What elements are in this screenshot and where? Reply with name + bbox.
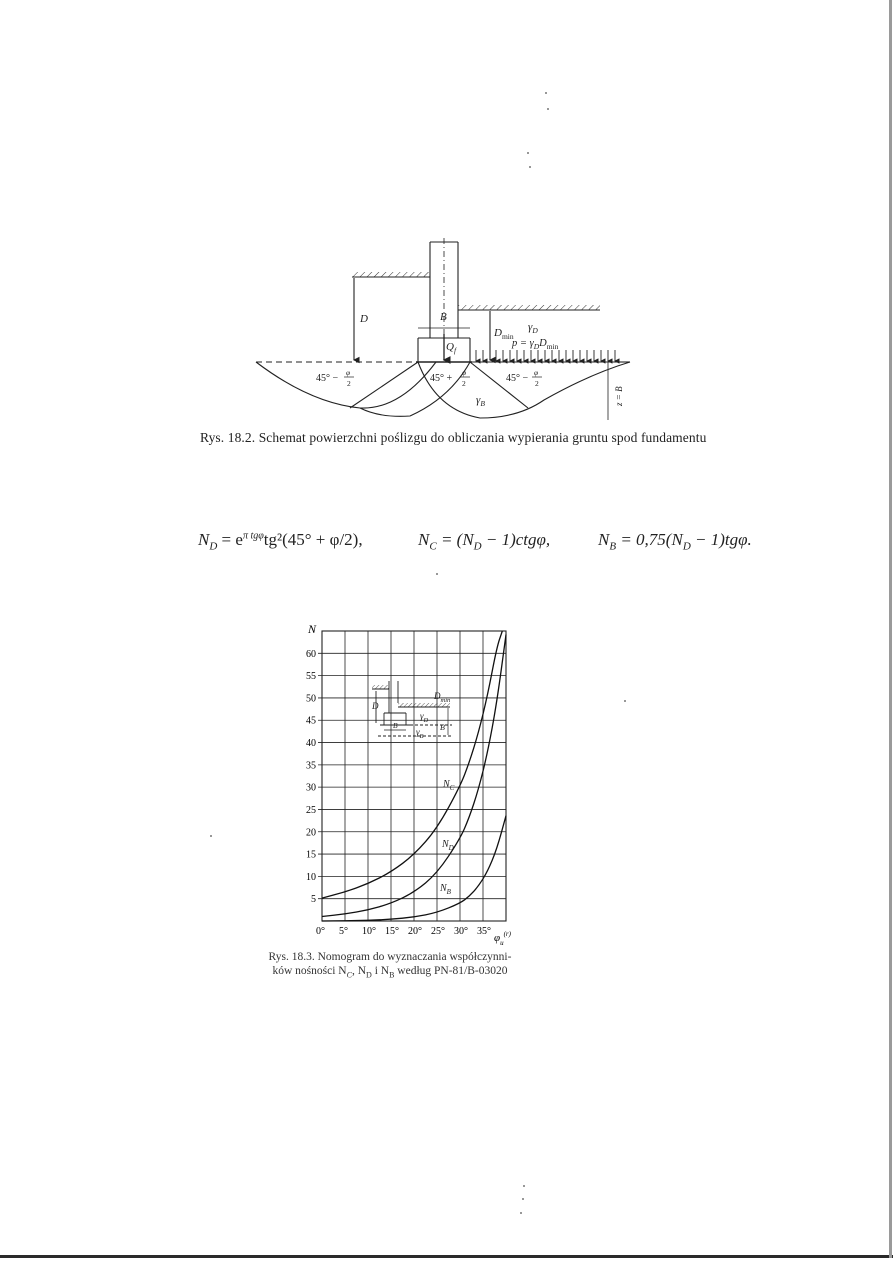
angle-mid-label: 45° +: [430, 373, 453, 384]
inset-label-B: B: [393, 721, 398, 730]
scan-speck: [527, 152, 529, 154]
x-tick-label: 25°: [431, 926, 445, 937]
y-tick-label: 55: [306, 671, 316, 683]
y-tick-label: 60: [306, 648, 316, 660]
angle-left-label: 45° −: [316, 373, 339, 384]
y-tick-label: 25: [306, 804, 316, 816]
inset-label-B2: B: [440, 723, 445, 732]
x-axis-label: $\varphi_u^{(r)}$: [494, 930, 511, 945]
figure-18-2-caption: Rys. 18.2. Schemat powierzchni poślizgu do obliczania wypierania gruntu spod fundamentu: [200, 430, 707, 445]
x-tick-label: 15°: [385, 926, 399, 937]
phi-frac-den: 2: [462, 379, 466, 388]
y-tick-label: 30: [306, 782, 316, 794]
label-pressure: $p = \gamma_DD_{min}$: [512, 338, 559, 351]
x-tick-label: 20°: [408, 926, 422, 937]
caption-line-2: ków nośności $N_C$, $N_D$ i $N_B$ według PN-81/B-03020: [272, 965, 508, 980]
formula-NC: $N_C = (N_D - 1)ctg\varphi$,: [418, 530, 551, 553]
x-tick-label: 30°: [454, 926, 468, 937]
x-tick-label: 10°: [362, 926, 376, 937]
formula-NB: $N_B = 0,75(N_D - 1)tg\varphi$.: [598, 530, 752, 553]
curve-label-ND: $N_D$: [442, 839, 454, 852]
phi-frac-den: 2: [347, 379, 351, 388]
label-Dmin: $D_{min}$: [494, 327, 514, 341]
y-tick-label: 35: [306, 760, 316, 772]
inset-label-gammaD: $\gamma_D$: [420, 711, 429, 724]
phi-frac-num: φ: [346, 368, 351, 377]
page-bottom-edge: [0, 1255, 893, 1258]
scan-speck: [522, 1198, 524, 1200]
phi-frac-num: φ: [462, 368, 467, 377]
formula-ND: $N_D = e^{\pi tg\varphi}tg^2(45^\circ + \varphi/2)$,: [198, 530, 363, 553]
scan-speck: [523, 1185, 525, 1187]
label-Qf: $Q_f$: [446, 341, 457, 355]
angle-right-label: 45° −: [506, 373, 529, 384]
x-tick-label: 5°: [339, 926, 348, 937]
y-tick-label: 45: [306, 715, 316, 727]
caption-line-1: Rys. 18.3. Nomogram do wyznaczania współczynni-: [268, 951, 512, 963]
y-tick-label: 20: [306, 827, 316, 839]
label-zB: z = B: [614, 386, 624, 406]
label-D: D: [360, 313, 368, 325]
x-tick-label: 0°: [316, 926, 325, 937]
inset-label-Dmin: $D_{min}$: [434, 691, 451, 704]
inset-label-D: D: [372, 701, 379, 711]
scan-speck: [624, 700, 626, 702]
inset-label-gammaB: $\gamma_B$: [416, 727, 424, 740]
scan-speck: [529, 166, 531, 168]
scan-speck: [520, 1212, 522, 1214]
label-gammaD: $\gamma_D$: [528, 321, 538, 335]
y-tick-label: 40: [306, 738, 316, 750]
phi-frac-num: φ: [534, 368, 539, 377]
bearing-capacity-nomogram: [296, 615, 528, 945]
scan-speck: [547, 108, 549, 110]
figure-18-3-caption: [240, 950, 540, 982]
slip-surface-diagram: [250, 238, 640, 428]
curve-label-NC: $N_C$: [443, 779, 455, 792]
page-right-edge: [889, 0, 892, 1258]
y-tick-label: 15: [306, 849, 316, 861]
y-tick-label: 10: [306, 871, 316, 883]
phi-frac-den: 2: [535, 379, 539, 388]
y-tick-label: 5: [311, 894, 316, 906]
scan-speck: [436, 573, 438, 575]
scan-speck: [210, 835, 212, 837]
y-tick-label: 50: [306, 693, 316, 705]
x-tick-label: 35°: [477, 926, 491, 937]
label-B: B: [440, 311, 447, 323]
scan-speck: [545, 92, 547, 94]
y-axis-label: N: [308, 622, 317, 636]
label-gammaB: $\gamma_B$: [476, 394, 485, 408]
curve-label-NB: $N_B$: [440, 883, 451, 896]
